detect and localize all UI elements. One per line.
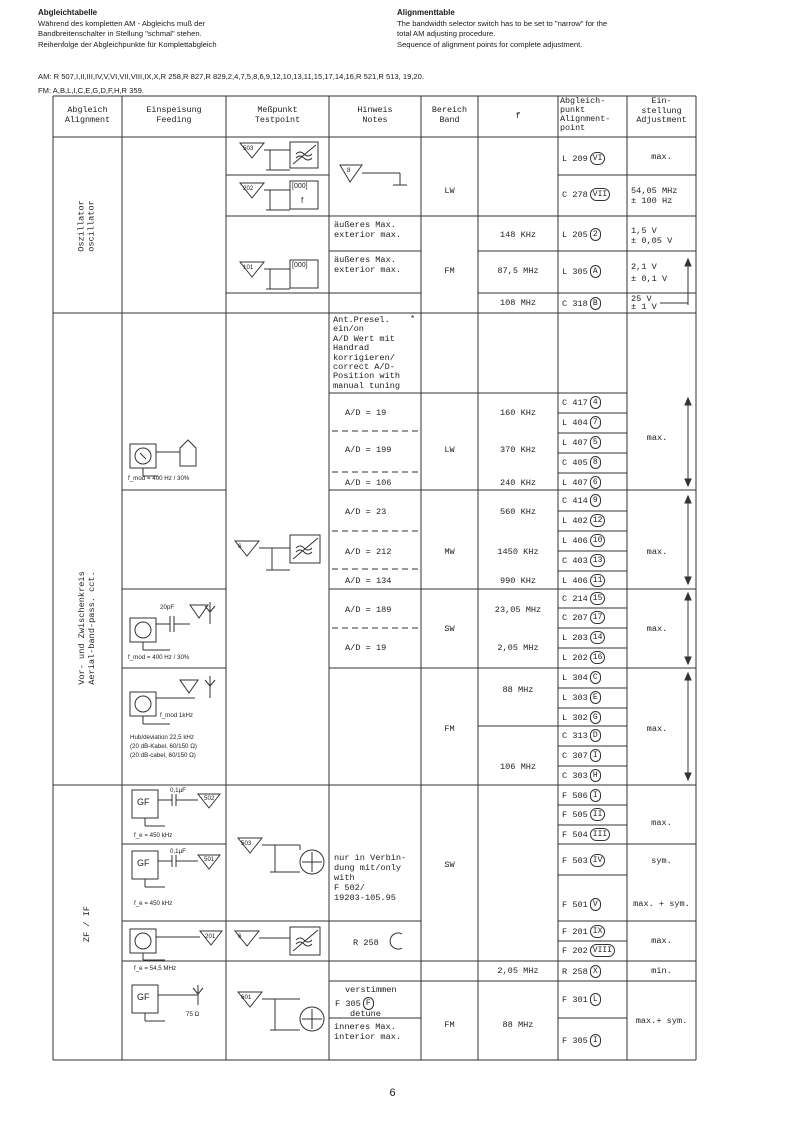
ap-circle: 12: [590, 514, 606, 527]
ap-circle: 17: [590, 611, 606, 624]
freq-1450: 1450 KHz: [497, 547, 539, 557]
ap-row: [562, 476, 601, 489]
band-sw-if: SW: [444, 860, 455, 870]
counter-f: f: [301, 196, 304, 205]
ad-value-3: A/D = 106: [345, 478, 392, 488]
header-title-en: Alignmenttable: [397, 8, 455, 17]
note-line: F 502/: [334, 883, 365, 893]
ap-label: L 305: [562, 266, 588, 277]
col-frequency-header: f: [515, 111, 521, 121]
fe-450-2: f_e = 450 kHz: [134, 900, 173, 907]
hub-line3: (20 dB-cabel, 60/150 Ω): [130, 752, 196, 759]
ap-row: [562, 554, 605, 567]
ap-circle: VI: [590, 152, 606, 165]
note-line: 19203-105.95: [334, 893, 396, 903]
col-feeding-header: [122, 106, 226, 125]
adj-15v: 1,5 V: [631, 226, 657, 236]
header-de-line1: Während des kompletten AM - Abgleichs muß der: [38, 18, 206, 28]
ad-value-2: A/D = 199: [345, 445, 392, 455]
ap-circle: 2: [590, 228, 601, 241]
header-en-line1: The bandwidth selector switch has to be set to "narrow" for the: [397, 18, 608, 28]
ap-row: [562, 416, 601, 429]
ad-value-8: A/D = 19: [345, 643, 387, 653]
adj-if-sym: sym.: [651, 856, 672, 866]
ap-row: [562, 691, 601, 704]
testpoint-8-label: 8: [347, 167, 351, 174]
ap-label: L 406: [562, 575, 588, 586]
ap-row: [562, 828, 610, 841]
ad-value-1: A/D = 19: [345, 408, 387, 418]
ap-label: C 303: [562, 770, 588, 781]
ap-circle: IV: [590, 854, 606, 867]
section-oscillator: [77, 174, 99, 279]
ap-row: [562, 711, 601, 724]
ap-row: [562, 993, 601, 1006]
ap-circle: VII: [590, 188, 610, 201]
note-antpresel: [333, 316, 400, 391]
band-sw: SW: [444, 624, 455, 634]
band-fm: FM: [444, 724, 455, 734]
col2-en: Feeding: [156, 114, 192, 125]
page-number: 6: [389, 1087, 396, 1099]
header-en-line3: Sequence of alignment points for complete adjustment.: [397, 39, 583, 49]
ap-circle: I: [590, 789, 601, 802]
fmod-1khz: f_mod 1kHz: [160, 712, 194, 719]
ap-label: C 307: [562, 750, 588, 761]
ap-circle: I: [590, 1034, 601, 1047]
section-pre-en: Aerial-band-pass. cct.: [87, 571, 97, 685]
note-r258: R 258: [353, 938, 379, 948]
freq-106: 106 MHz: [499, 762, 537, 772]
header-de-line3: Reihenfolge der Abgleichpunkte für Komplettabgleich: [38, 39, 217, 49]
ap-label: F 503: [562, 855, 588, 866]
freq-240: 240 KHz: [499, 478, 537, 488]
ap-circle: 5: [590, 436, 601, 449]
adj-if-max2: max.: [651, 936, 672, 946]
freq-108: 108 MHz: [499, 298, 537, 308]
freq-560: 560 KHz: [499, 507, 537, 517]
ap-circle: D: [590, 729, 601, 742]
cap-01uf-2: 0,1µF: [170, 848, 186, 855]
ap-label: C 405: [562, 457, 588, 468]
freq-160: 160 KHz: [499, 408, 537, 418]
ap-circle: 4: [590, 396, 601, 409]
ap-label: C 207: [562, 612, 588, 623]
tp-6-if: 6: [238, 933, 242, 940]
note-line: with: [334, 873, 355, 883]
ap-circle: VIII: [590, 944, 615, 957]
ap-row: [562, 944, 615, 957]
ap-circle: 6: [590, 476, 601, 489]
ap-label: L 304: [562, 672, 588, 683]
ap-row: [562, 651, 605, 664]
ap-label: F 301: [562, 994, 588, 1005]
ohm-75: 75 Ω: [186, 1011, 200, 1018]
note-detune: detune: [350, 1009, 381, 1019]
note-ext1: äußeres Max.: [334, 220, 396, 230]
ap-label: L 303: [562, 692, 588, 703]
tp-501: 501: [204, 856, 215, 863]
note-inner2: interior max.: [334, 1032, 402, 1042]
freq-205: 2,05 MHz: [497, 643, 539, 653]
ad-value-7: A/D = 189: [345, 605, 392, 615]
col-testpoint-header: [226, 106, 329, 125]
note-line: manual tuning: [333, 380, 401, 391]
note-f305-label: F 305: [335, 998, 361, 1009]
adj-21v: 2,1 V: [631, 262, 657, 272]
cap-01uf-1: 0,1µF: [170, 787, 186, 794]
adj-if-min: min.: [651, 966, 672, 976]
tp-503-if: 503: [241, 840, 252, 847]
ap-label: R 258: [562, 966, 588, 977]
col7-b: punkt: [560, 105, 586, 115]
ap-label: F 501: [562, 899, 588, 910]
testpoint-202-label: 202: [243, 185, 254, 192]
ap-row: [562, 769, 601, 782]
ap-label: L 402: [562, 515, 588, 526]
ap-label: L 203: [562, 632, 588, 643]
note-inner1: inneres Max.: [334, 1022, 396, 1032]
col1-de: Abgleich: [67, 105, 108, 115]
counter-display-2: [000]: [292, 262, 308, 269]
ap-row: [562, 898, 601, 911]
ap-label: C 417: [562, 397, 588, 408]
adj-max-lw: max.: [646, 433, 668, 443]
tp-201: 201: [205, 933, 216, 940]
ap-l205: [562, 228, 601, 241]
ap-label: L 406: [562, 535, 588, 546]
adj-5405: 54,05 MHz: [631, 186, 678, 196]
col8-c: Adjustment: [636, 115, 687, 125]
section-aerial: [77, 553, 99, 703]
freq-148: 148 KHz: [499, 230, 537, 240]
ap-label: L 205: [562, 229, 588, 240]
adj-01v: ± 0,1 V: [631, 274, 668, 284]
ap-circle: X: [590, 965, 601, 978]
sequence-am: AM: R 507,I,II,III,IV,V,VI,VII,VIII,IX,X,R 258,R 827,R 829,2,4,7,5,8,6,9,12,10,13,11,15,17,14,16,R 521,R 513, 19,20.: [38, 72, 424, 81]
header-title-de: Abgleichtabelle: [38, 8, 98, 17]
ap-row: [562, 671, 601, 684]
note-line: dung mit/only: [334, 863, 402, 873]
adj-max-mw: max.: [646, 547, 668, 557]
ap-l209: [562, 152, 605, 165]
ap-circle: 14: [590, 631, 606, 644]
adj-25v: 25 V: [631, 294, 652, 304]
section-if: ZF / IF: [82, 905, 92, 943]
col7-a: Abgleich-: [560, 96, 606, 106]
ap-label: L 202: [562, 652, 588, 663]
ap-circle: 16: [590, 651, 606, 664]
adj-max-sw: max.: [646, 624, 668, 634]
ap-circle: C: [590, 671, 601, 684]
ap-circle: 7: [590, 416, 601, 429]
ad-value-5: A/D = 212: [345, 547, 392, 557]
ad-value-4: A/D = 23: [345, 507, 387, 517]
note-ext2: exterior max.: [334, 230, 402, 240]
ap-circle: V: [590, 898, 601, 911]
ap-row: [562, 534, 605, 547]
freq-88: 88 MHz: [502, 685, 534, 695]
freq-88-if: 88 MHz: [502, 1020, 534, 1030]
ap-circle: H: [590, 769, 601, 782]
adj-if-max: max.: [651, 818, 672, 828]
ap-row: [562, 494, 601, 507]
ap-label: L 302: [562, 712, 588, 723]
col3-de: Meßpunkt: [257, 105, 298, 115]
testpoint-503-label: 503: [243, 145, 254, 152]
col4-de: Hinweis: [357, 105, 393, 115]
col8-a: Ein-: [651, 96, 672, 106]
ap-circle: IX: [590, 925, 606, 938]
ap-c278: [562, 188, 610, 201]
ap-circle: 15: [590, 592, 606, 605]
adj-100hz: ± 100 Hz: [631, 196, 673, 206]
ap-circle: E: [590, 691, 601, 704]
ap-label: F 506: [562, 790, 588, 801]
adj-1v: ± 1 V: [631, 302, 657, 312]
section-osc-de: Oszillator: [76, 200, 87, 252]
ap-row: [562, 631, 605, 644]
ap-row: [562, 592, 605, 605]
ap-row: [562, 514, 605, 527]
testpoint-6-label: 6: [238, 543, 242, 550]
ap-row: [562, 436, 601, 449]
col3-en: Testpoint: [254, 114, 301, 125]
band-lw-osc: LW: [444, 186, 455, 196]
ap-label: C 313: [562, 730, 588, 741]
freq-87: 87,5 MHz: [497, 266, 539, 276]
col7-d: point: [560, 123, 586, 133]
cap-20pf: 20pF: [160, 604, 175, 611]
sequence-fm: FM: A,B,L,I,C,E,G,D,F,H,R 359.: [38, 86, 144, 95]
note-ext4: exterior max.: [334, 265, 402, 275]
header-en-line2: total AM adjusting procedure.: [397, 29, 496, 39]
ap-row: [562, 854, 605, 867]
col7-c: Alignment-: [560, 114, 611, 124]
ap-label: F 202: [562, 945, 588, 956]
ap-row: [562, 925, 605, 938]
ap-circle: 8: [590, 456, 601, 469]
tp-502: 502: [204, 795, 215, 802]
adj-if-maxsym: max. + sym.: [633, 899, 690, 909]
ap-circle: III: [590, 828, 610, 841]
col8-b: stellung: [641, 105, 682, 116]
ap-circle: 10: [590, 534, 606, 547]
note-line: ein/on: [333, 324, 364, 335]
ap-label: F 504: [562, 829, 588, 840]
header-de-line2: Bandbreitenschalter in Stellung "schmal" stehen.: [38, 29, 202, 39]
ap-row: [562, 456, 601, 469]
band-fm-if: FM: [444, 1020, 455, 1030]
adj-max-fm: max.: [646, 724, 668, 734]
ap-label: F 201: [562, 926, 588, 937]
ap-circle: II: [590, 808, 606, 821]
ap-circle: 11: [590, 574, 606, 587]
adj-max-1: max.: [651, 152, 672, 162]
ap-row: [562, 574, 605, 587]
ap-label: L 407: [562, 437, 588, 448]
ap-circle: 13: [590, 554, 606, 567]
fmod-lw: f_mod = 400 Hz / 30%: [128, 475, 190, 482]
adj-005v: ± 0,05 V: [631, 236, 673, 246]
ap-row: [562, 729, 601, 742]
col1-en: Alignment: [64, 114, 111, 125]
ap-l305: [562, 265, 601, 278]
fmod-sw: f_mod = 400 Hz / 30%: [128, 654, 190, 661]
col2-de: Einspeisung: [146, 105, 202, 115]
ap-label: C 403: [562, 555, 588, 566]
adj-if-maxsym2: max.+ sym.: [635, 1016, 688, 1026]
testpoint-101-label: 101: [243, 264, 254, 271]
note-line: Position with: [333, 371, 401, 382]
freq-370: 370 KHz: [499, 445, 537, 455]
note-line: A/D Wert mit: [333, 333, 395, 344]
ap-circle: I: [590, 749, 601, 762]
ap-label: F 505: [562, 809, 588, 820]
freq-2305: 23,05 MHz: [494, 605, 542, 615]
ad-value-6: A/D = 134: [345, 576, 392, 586]
ap-label: L 209: [562, 153, 588, 164]
section-osc-en: oscillator: [86, 200, 97, 252]
ap-circle: A: [590, 265, 601, 278]
ap-circle: F: [363, 997, 374, 1010]
ap-row: [562, 749, 601, 762]
ap-circle: 9: [590, 494, 601, 507]
note-line: korrigieren/: [333, 352, 395, 363]
hub-line2: (20 dB-Kabel, 60/150 Ω): [130, 743, 197, 750]
fe-545: f_e = 54,5 MHz: [134, 965, 177, 972]
col-band-header: [421, 106, 478, 125]
col5-en: Band: [439, 114, 460, 125]
ap-label: L 407: [562, 477, 588, 488]
ap-row: [562, 808, 605, 821]
fe-450-1: f_e = 450 kHz: [134, 832, 173, 839]
col-alignmentpoint-header: [560, 97, 626, 133]
gf-label-3: GF: [137, 992, 150, 1002]
tp-601: 601: [241, 994, 252, 1001]
col-notes-header: [329, 106, 421, 125]
ap-c318: [562, 297, 601, 310]
col-adjustment-header: [627, 97, 696, 126]
band-fm-osc: FM: [444, 266, 455, 276]
col-alignment-header: [53, 106, 122, 125]
note-line: Ant.Presel.: [333, 315, 390, 325]
ap-row: [562, 789, 601, 802]
ap-label: F 305: [562, 1035, 588, 1046]
ap-row: [562, 611, 605, 624]
note-line: nur in Verbin-: [334, 853, 407, 863]
note-star: *: [410, 314, 416, 324]
ap-circle: L: [590, 993, 601, 1006]
note-verstimmen: verstimmen: [345, 985, 397, 995]
band-mw: MW: [444, 547, 455, 557]
note-ext3: äußeres Max.: [334, 255, 396, 265]
ap-row: [562, 396, 601, 409]
ap-label: C 214: [562, 593, 588, 604]
gf-label-1: GF: [137, 797, 150, 807]
ap-circle: G: [590, 711, 601, 724]
ap-label: C 318: [562, 298, 588, 309]
ap-label: C 278: [562, 189, 588, 200]
ap-row: [562, 1034, 601, 1047]
hub-line1: Hub/deviation 22,5 kHz: [130, 734, 194, 741]
ap-label: L 404: [562, 417, 588, 428]
section-pre-de: Vor- und Zwischenkreis: [77, 571, 87, 685]
col5-de: Bereich: [431, 105, 468, 115]
freq-990: 990 KHz: [499, 576, 537, 586]
freq-205-if: 2,05 MHz: [497, 966, 539, 976]
col4-en: Notes: [362, 114, 388, 125]
ap-label: C 414: [562, 495, 588, 506]
counter-display: [000]: [292, 183, 308, 190]
note-only-with: [334, 853, 406, 903]
ap-circle: B: [590, 297, 601, 310]
band-lw: LW: [444, 445, 455, 455]
note-line: Handrad: [333, 343, 370, 354]
gf-label-2: GF: [137, 858, 150, 868]
ap-row: [562, 965, 601, 978]
note-line: correct A/D-: [333, 362, 395, 373]
